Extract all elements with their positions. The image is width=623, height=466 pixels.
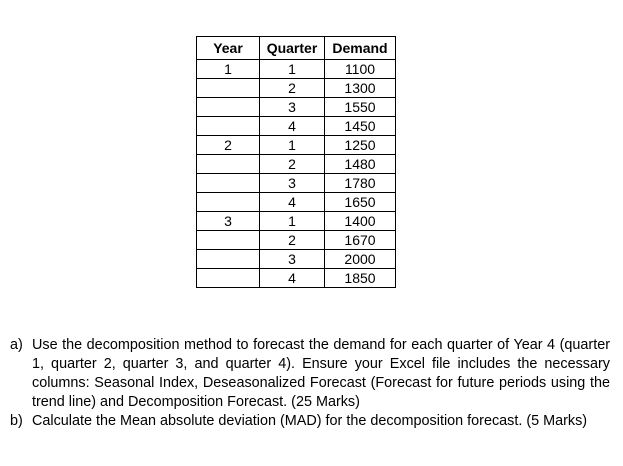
table-row (197, 174, 396, 193)
cell-year (197, 79, 260, 98)
table-header-row (197, 37, 396, 60)
cell-year (197, 155, 260, 174)
header-year: Year (197, 37, 260, 60)
cell-year (197, 269, 260, 288)
cell-year (197, 231, 260, 250)
question-text: Use the decomposition method to forecast the demand for each quarter of Year 4 (quarter 1, quarter 2, quarter 3, and quarter 4). Ensure your Excel file includes the necessary columns: Seasonal Index, Deseasonalized Forecast (Forecast for future periods using the trend line) and Decomposition Forecast. (25 Marks) (32, 337, 610, 410)
question-text: Calculate the Mean absolute deviation (MAD) for the decomposition forecast. (5 Marks) (32, 413, 588, 429)
header-quarter: Quarter (260, 37, 325, 60)
table-row (197, 212, 396, 231)
cell-year: 2 (197, 136, 260, 155)
header-demand: Demand (325, 37, 396, 60)
cell-demand: 1650 (325, 193, 396, 212)
cell-year (197, 193, 260, 212)
question-marker: b) (10, 413, 23, 429)
table-row (197, 79, 396, 98)
cell-year: 3 (197, 212, 260, 231)
cell-year (197, 250, 260, 269)
cell-quarter: 3 (260, 174, 325, 193)
cell-demand: 1400 (325, 212, 396, 231)
cell-quarter: 4 (260, 193, 325, 212)
cell-quarter: 2 (260, 231, 325, 250)
cell-demand: 1850 (325, 269, 396, 288)
cell-quarter: 4 (260, 269, 325, 288)
question-marker: a) (10, 337, 23, 353)
cell-quarter: 2 (260, 79, 325, 98)
question-a (10, 336, 610, 412)
cell-quarter: 1 (260, 136, 325, 155)
cell-year: 1 (197, 60, 260, 79)
cell-year (197, 98, 260, 117)
table-row (197, 136, 396, 155)
cell-demand: 1300 (325, 79, 396, 98)
cell-demand: 1670 (325, 231, 396, 250)
cell-demand: 2000 (325, 250, 396, 269)
cell-year (197, 117, 260, 136)
table-row (197, 155, 396, 174)
table-row (197, 269, 396, 288)
cell-year (197, 174, 260, 193)
table-row (197, 98, 396, 117)
cell-quarter: 1 (260, 212, 325, 231)
demand-table (196, 36, 396, 288)
table-row (197, 231, 396, 250)
cell-demand: 1550 (325, 98, 396, 117)
question-list (10, 336, 610, 431)
cell-quarter: 1 (260, 60, 325, 79)
cell-quarter: 3 (260, 98, 325, 117)
cell-demand: 1480 (325, 155, 396, 174)
question-b (10, 412, 610, 431)
table-row (197, 117, 396, 136)
cell-quarter: 2 (260, 155, 325, 174)
cell-demand: 1780 (325, 174, 396, 193)
table-row (197, 193, 396, 212)
table-row (197, 60, 396, 79)
cell-demand: 1100 (325, 60, 396, 79)
cell-quarter: 4 (260, 117, 325, 136)
cell-quarter: 3 (260, 250, 325, 269)
cell-demand: 1450 (325, 117, 396, 136)
cell-demand: 1250 (325, 136, 396, 155)
table-row (197, 250, 396, 269)
